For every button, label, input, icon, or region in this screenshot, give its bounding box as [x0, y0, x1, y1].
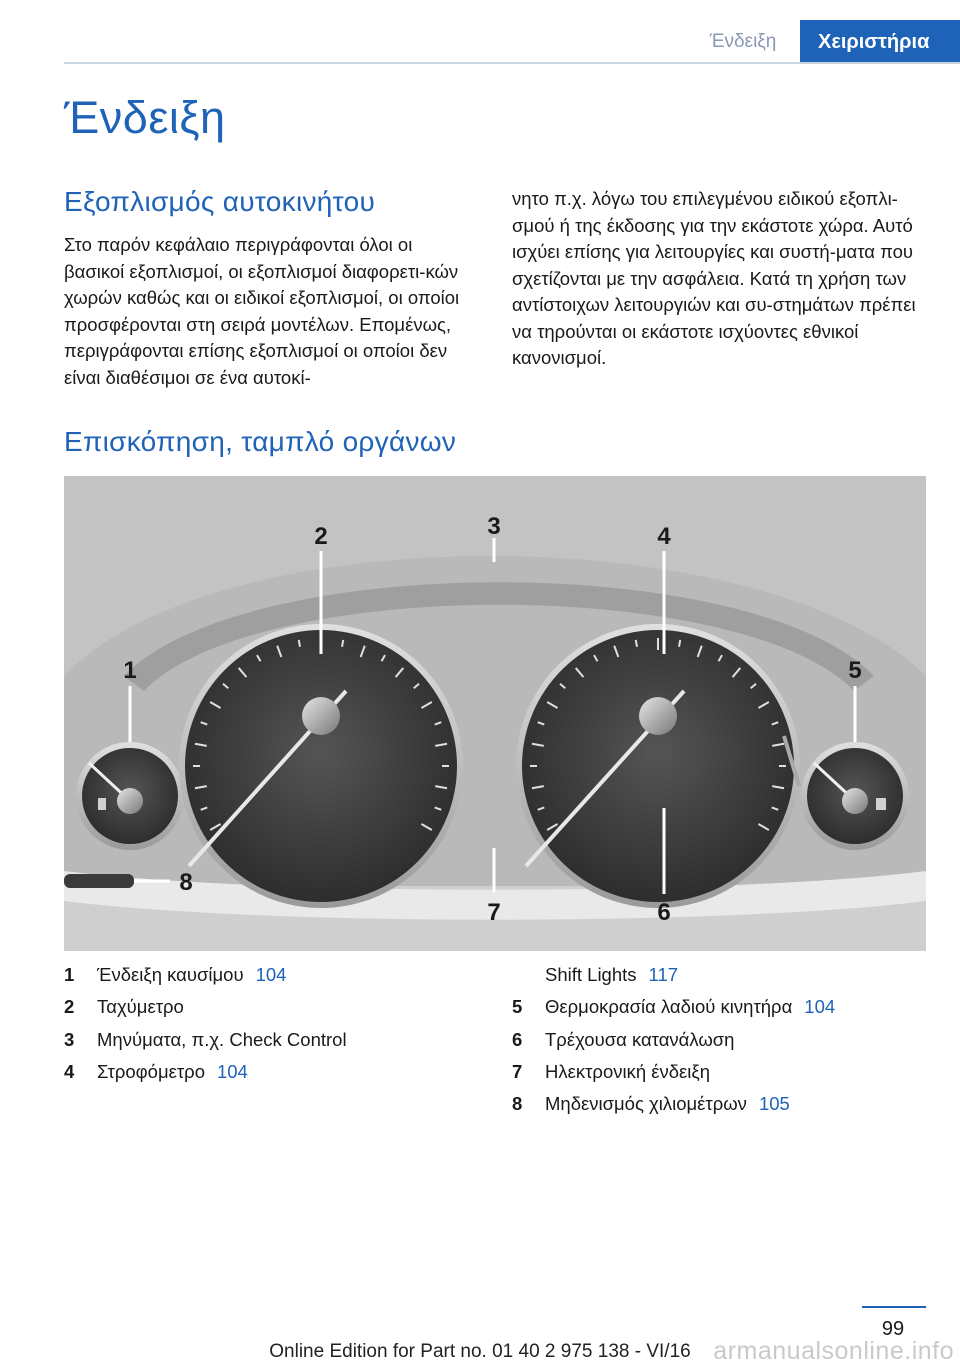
page-ref-link[interactable]: 104 [216, 1060, 248, 1082]
callout-6: 6 [657, 899, 671, 926]
legend-item: 4 Στροφόμετρο 104 [64, 1060, 248, 1082]
header-bar [64, 20, 960, 64]
page-number-rule [862, 1306, 926, 1308]
legend-item: 2 Ταχύμετρο [64, 996, 184, 1018]
dial-tick [679, 640, 680, 647]
tachometer [516, 624, 800, 908]
fuel-gauge [76, 742, 184, 850]
legend-item: 6 Τρέχουσα κατανάλωση [512, 1028, 735, 1050]
callout-4: 4 [657, 523, 671, 550]
trip-reset-button [64, 874, 134, 888]
dial-tick [342, 640, 343, 647]
callout-2: 2 [314, 523, 328, 550]
callout-1: 1 [123, 657, 137, 684]
chapter-tab[interactable]: Χειριστήρια [800, 20, 960, 62]
callout-5: 5 [848, 657, 862, 684]
fuel-pump-icon [98, 798, 106, 810]
legend-item: 3 Μηνύματα, π.χ. Check Control [64, 1028, 347, 1050]
equipment-paragraph-left: Στο παρόν κεφάλαιο περιγράφονται όλοι οι βασικοί εξοπλισμοί, οι εξοπλισμοί διαφορετι-κών χωρών καθώς και οι ειδικοί εξοπλισμοί, οι οποίοι προσφέρονται στη σειρά μοντέλων. Επομένως, περιγράφονται επίσης εξοπλισμοί οι οποίοι δεν είναι διαθέσιμοι σε ένα αυτοκί- [64, 234, 460, 388]
legend-item: Shift Lights 117 [545, 964, 679, 985]
speedometer [179, 624, 463, 908]
equipment-paragraph-right: νητο π.χ. λόγω του επιλεγμένου ειδικού εξοπλι-σμού ή της έκδοσης για την εκάστοτε χώρα. Αυτό ισχύει επίσης για λειτουργίες και συστή-ματα που σχετίζονται με την ασφάλεια. Κατά τη χρήση των αντίστοιχων λειτουργιών και συ-στημάτων πρέπει να τηρούνται οι εκάστοτε ισχύοντες εθνικοί κανονισμοί. [512, 188, 916, 368]
dial-tick [299, 640, 300, 647]
page-ref-link[interactable]: 117 [648, 964, 679, 985]
callout-8: 8 [179, 869, 193, 896]
dial-tick [636, 640, 637, 647]
legend-right [512, 959, 835, 1120]
section-tab[interactable]: Ένδειξη [709, 31, 777, 52]
page-ref-link[interactable]: 104 [804, 996, 836, 1018]
legend-left [64, 959, 347, 1088]
footer-edition: Online Edition for Part no. 01 40 2 975 138 - VI/16 [269, 1341, 691, 1362]
oil-temperature-gauge [801, 742, 909, 850]
legend-item: 1 Ένδειξη καυσίμου 104 [64, 964, 287, 985]
instrument-cluster-illustration [64, 476, 926, 951]
legend-item: 5 Θερμοκρασία λαδιού κινητήρα 104 [512, 996, 836, 1018]
page-title: Ένδειξη [64, 92, 226, 143]
callout-7: 7 [487, 899, 501, 926]
watermark: armanualsonline.info [713, 1337, 954, 1365]
oil-temperature-icon [876, 798, 886, 810]
legend-item: 7 Ηλεκτρονική ένδειξη [512, 1060, 710, 1082]
page-ref-link[interactable]: 105 [758, 1093, 790, 1115]
instrument-cluster-figure [64, 476, 926, 951]
page-ref-link[interactable]: 104 [255, 964, 287, 985]
page-number: 99 [881, 1318, 905, 1340]
legend-item: 8 Μηδενισμός χιλιομέτρων 105 [512, 1093, 790, 1115]
callout-3: 3 [487, 513, 501, 540]
equipment-section-title: Εξοπλισμός αυτοκινήτου [64, 186, 376, 217]
overview-section-title: Επισκόπηση, ταμπλό οργάνων [64, 426, 457, 457]
